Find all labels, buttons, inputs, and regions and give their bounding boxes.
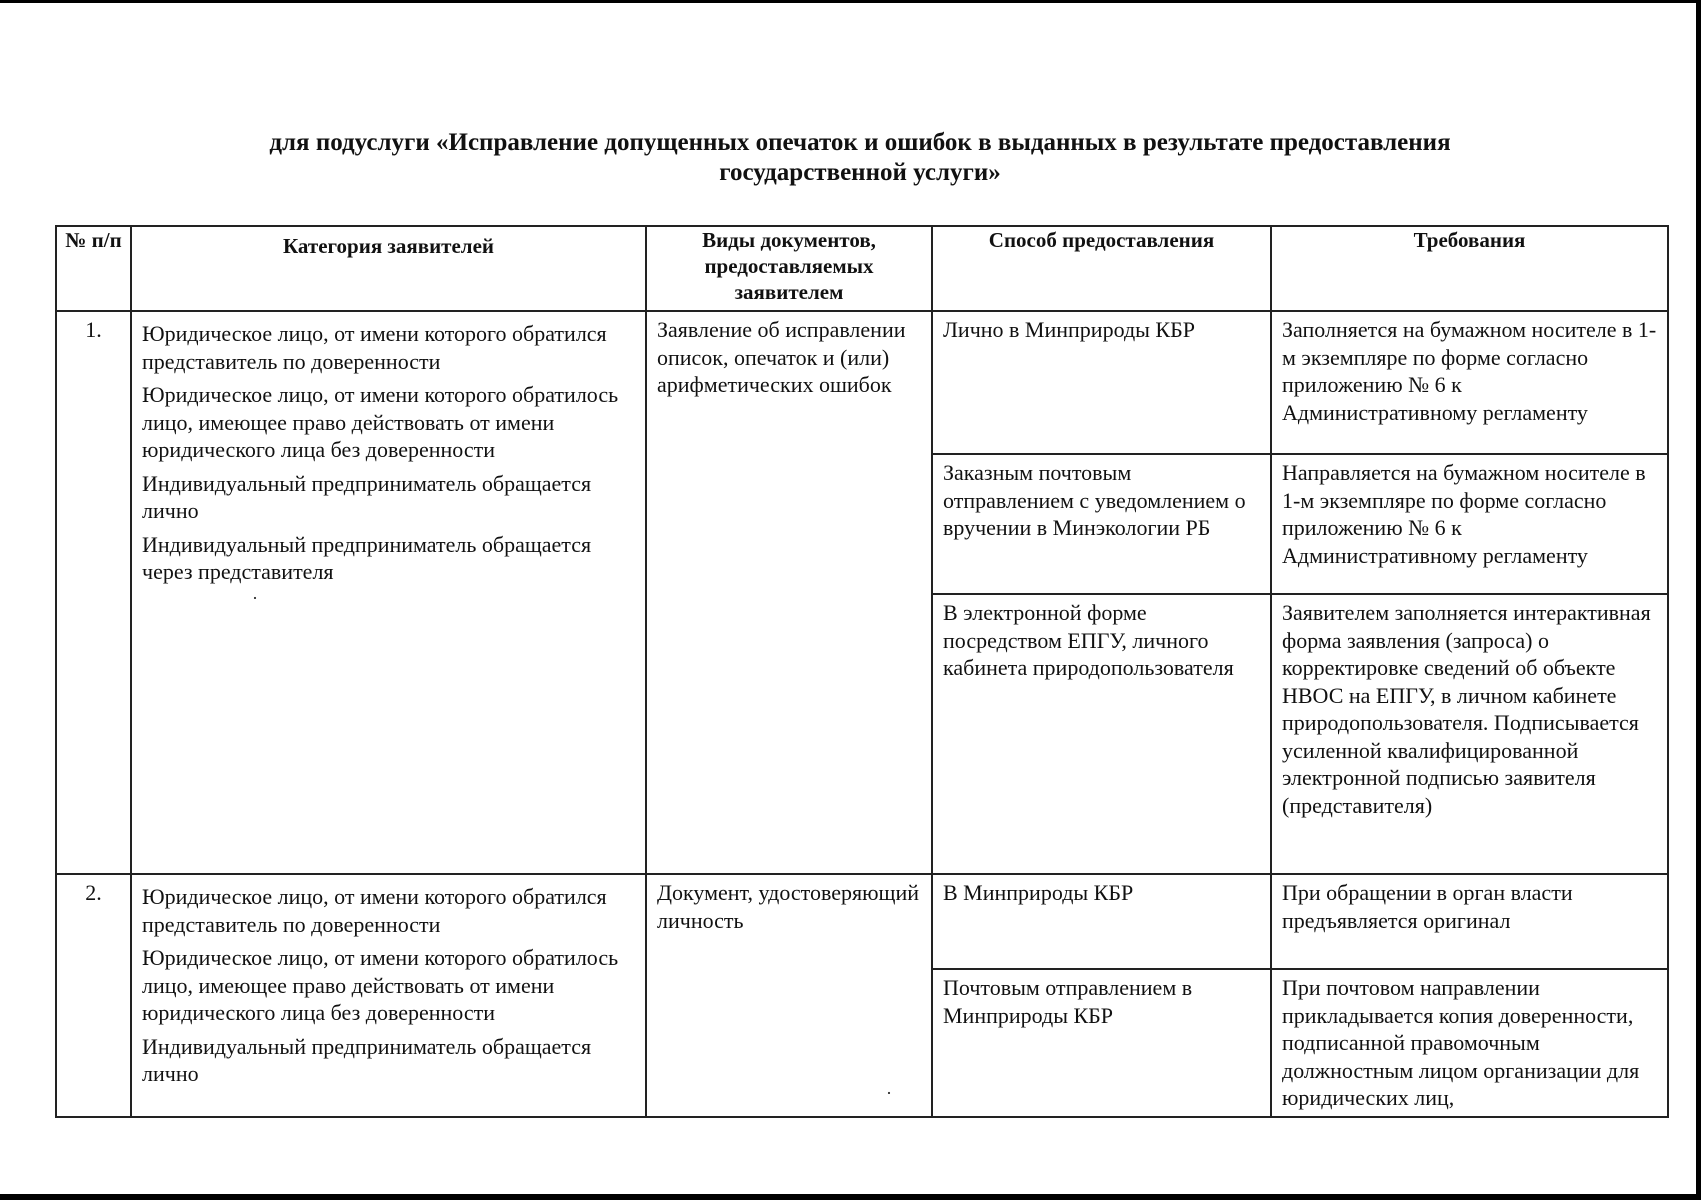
category-item: Юридическое лицо, от имени которого обратился представитель по доверенности (142, 321, 607, 374)
applicants-table (55, 225, 1669, 1118)
table-row (56, 311, 1668, 454)
category-item: Индивидуальный предприниматель обращается через представителя (142, 531, 592, 584)
title-line-2: государственной услуги» (719, 159, 1001, 186)
header-doc-types: Виды документов, предоставляемых заявителем (646, 226, 932, 311)
submission-method: В электронной форме посредством ЕПГУ, личного кабинета природопользователя (932, 594, 1271, 874)
scan-speck: · (252, 588, 258, 608)
document-title (60, 128, 1660, 188)
header-requirements: Требования (1271, 226, 1668, 311)
header-category: Категория заявителей (131, 226, 646, 311)
table-header-row (56, 226, 1668, 311)
category-item: Юридическое лицо, от имени которого обратилось лицо, имеющее право действовать от имени юридического лица без доверенности (142, 382, 619, 462)
scan-edge-right (1696, 0, 1701, 1200)
submission-method: Заказным почтовым отправлением с уведомлением о вручении в Минэкологии РБ (932, 454, 1271, 594)
scan-edge-bottom (0, 1194, 1701, 1200)
applicant-categories (131, 874, 646, 1117)
requirement: При почтовом направлении прикладывается копия доверенности, подписанной правомочным должностным лицом организации для юридических лиц, (1271, 969, 1668, 1117)
category-item: Индивидуальный предприниматель обращается лично (142, 470, 592, 523)
submission-method: В Минприроды КБР (932, 874, 1271, 969)
row-number: 1. (56, 311, 131, 874)
title-line-1: для подуслуги «Исправление допущенных опечаток и ошибок в выданных в результате предоставления (269, 129, 1451, 156)
header-method: Способ предоставления (932, 226, 1271, 311)
document-type: Документ, удостоверяющий личность (646, 874, 932, 1117)
row-number: 2. (56, 874, 131, 1117)
requirement: При обращении в орган власти предъявляется оригинал (1271, 874, 1668, 969)
scan-speck: · (886, 1083, 892, 1103)
applicant-categories (131, 311, 646, 874)
submission-method: Почтовым отправлением в Минприроды КБР (932, 969, 1271, 1117)
category-item: Индивидуальный предприниматель обращается лично (142, 1033, 592, 1086)
requirement: Заявителем заполняется интерактивная форма заявления (запроса) о корректировке сведений об объекте НВОС на ЕПГУ, в личном кабинете природопользователя. Подписывается усиленной квалифицированной электронной подписью заявителя (представителя) (1271, 594, 1668, 874)
submission-method: Лично в Минприроды КБР (932, 311, 1271, 454)
document-type: Заявление об исправлении описок, опечаток и (или) арифметических ошибок (646, 311, 932, 874)
table-row (56, 874, 1668, 969)
category-item: Юридическое лицо, от имени которого обратился представитель по доверенности (142, 884, 607, 937)
requirement: Заполняется на бумажном носителе в 1-м экземпляре по форме согласно приложению № 6 к Административному регламенту (1271, 311, 1668, 454)
scan-edge-top (0, 0, 1701, 3)
category-item: Юридическое лицо, от имени которого обратилось лицо, имеющее право действовать от имени юридического лица без доверенности (142, 945, 619, 1025)
requirement: Направляется на бумажном носителе в 1-м экземпляре по форме согласно приложению № 6 к Административному регламенту (1271, 454, 1668, 594)
header-num: № п/п (56, 226, 131, 311)
